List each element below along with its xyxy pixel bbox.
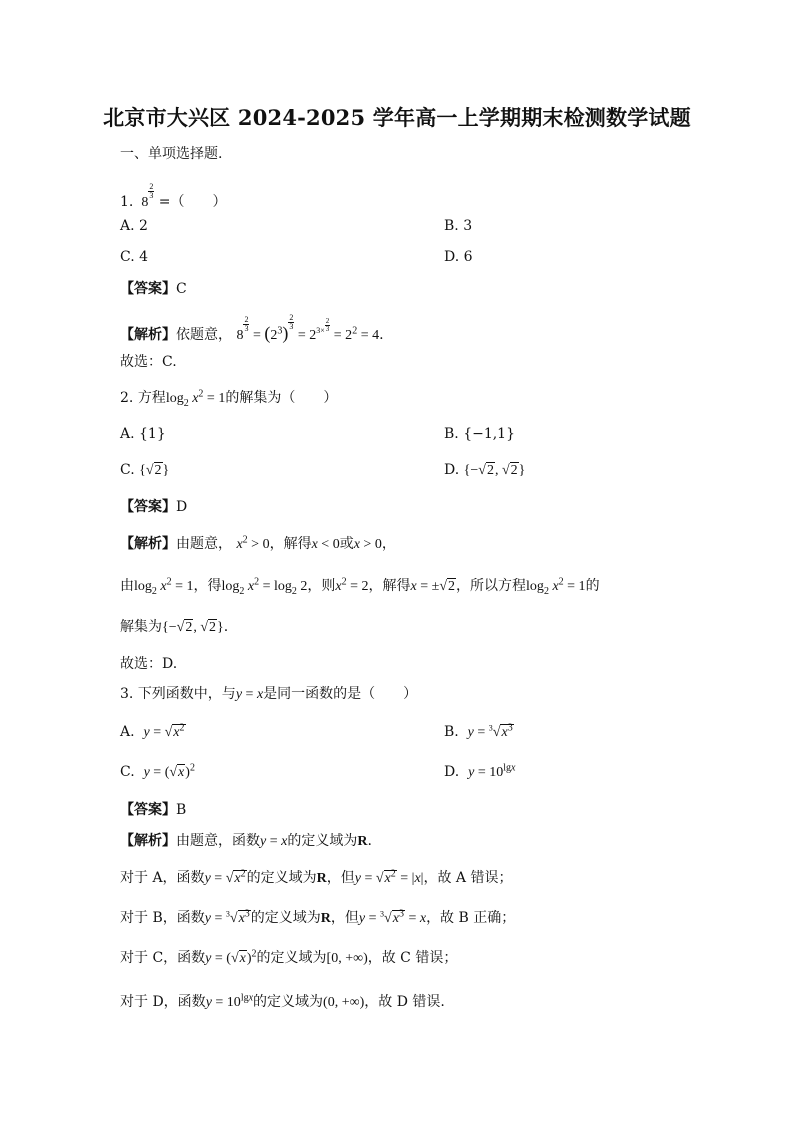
option-c: C. 4 [120, 249, 149, 265]
option-d: D. {−√2, √2} [444, 462, 526, 478]
option-b: B. $y = ^3√x^3$ [444, 722, 513, 740]
page-title: 北京市大兴区 2024-2025 学年高一上学期期末检测数学试题 [103, 105, 691, 130]
option-c: C. {√2} [120, 462, 170, 478]
question-3-analysis: 【解析】由题意，函数y = x的定义域为R. [120, 833, 372, 849]
question-1-choose: 故选：C. [120, 354, 177, 370]
question-3-for-d: 对于 D，函数$y = 10^{lgx}$的定义域为(0, +∞)，故 D 错误. [120, 992, 445, 1010]
question-3-for-b: 对于 B，函数$y = ^3√x^3$的定义域为R，但$y = ^3√x^3 = x$，故 B 正确； [120, 908, 516, 926]
question-2-analysis-line3: 解集为{−√2, √2}. [120, 619, 229, 635]
question-1-analysis: 【解析】依题意， 8 $\frac{2}{3}$ = $(2^3)$ $\frac{2}{3}$ = $2^{3\times \frac{2}{3}}$ = $2^2 = 4$. [120, 313, 384, 343]
question-2-analysis-line2: 由$\log_2 x^2 = 1$，得$\log_2 x^2 = \log_2 2$，则$x^2 = 2$，解得x = ±√2，所以方程$\log_2 x^2 = 1$的 [120, 576, 600, 597]
section-heading: 一、单项选择题. [120, 146, 223, 162]
question-3-options-row2 [120, 762, 684, 783]
option-b: B. 3 [444, 218, 473, 234]
question-1-answer: 【答案】C [120, 281, 187, 297]
question-2-options-row2 [120, 460, 684, 481]
option-d: D. 6 [444, 249, 473, 265]
question-1-options-row2 [120, 247, 684, 267]
question-3-options-row1 [120, 722, 684, 743]
question-3-answer: 【答案】B [120, 802, 187, 818]
question-2-options-row1 [120, 424, 684, 444]
option-d: D. $y = 10^{lgx}$ [444, 762, 516, 780]
question-3-stem: 3. 下列函数中，与y = x是同一函数的是（ ） [120, 686, 418, 702]
option-a: A. 2 [120, 218, 148, 234]
question-2-stem: 2. 方程$\log_2 x^2 = 1$的解集为（ ） [120, 388, 338, 409]
option-a: A. {1} [120, 426, 166, 442]
question-1-options-row1 [120, 216, 684, 236]
question-3-for-c: 对于 C，函数$y = (√x)^2$的定义域为[0, +∞)，故 C 错误； [120, 948, 458, 966]
option-a: A. $y = √x^2$ [120, 722, 185, 740]
question-3-for-a: 对于 A，函数$y = √x^2$的定义域为R，但$y = √x^2 = |x|$，故 A 错误； [120, 868, 513, 886]
question-2-answer: 【答案】D [120, 499, 188, 515]
option-b: B. {−1,1} [444, 426, 515, 442]
option-c: C. $y = (√x)^2$ [120, 762, 195, 780]
question-2-analysis-line1: 【解析】由题意， $x^2 > 0$，解得x < 0或x > 0， [120, 534, 396, 552]
question-1-stem: 1. 8 $\frac{2}{3}$ =（ ） [120, 182, 227, 210]
question-2-choose: 故选：D. [120, 656, 178, 672]
